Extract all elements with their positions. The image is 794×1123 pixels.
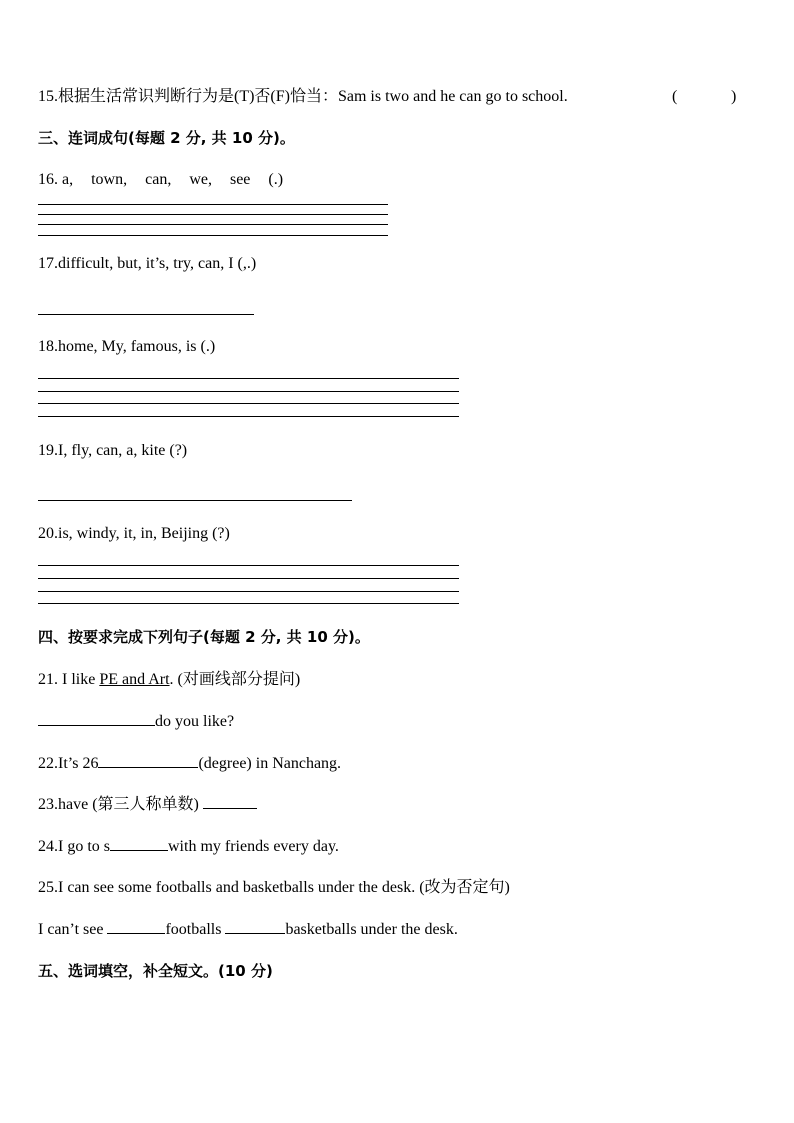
word-token: (.) (268, 171, 284, 188)
fill-blank[interactable] (38, 711, 155, 726)
question-17: 17.difficult, but, it’s, try, can, I (,.) (38, 255, 257, 272)
question-18: 18.home, My, famous, is (.) (38, 338, 216, 355)
question-22-suffix: (degree) in Nanchang. (198, 755, 342, 772)
section-3-heading: 三、连词成句(每题 2 分, 共 10 分)。 (38, 129, 295, 147)
question-25-answer-prefix: I can’t see (38, 921, 108, 938)
fill-blank[interactable] (110, 836, 168, 851)
answer-line[interactable] (38, 403, 459, 404)
answer-paren-close: ) (731, 88, 737, 105)
answer-line[interactable] (38, 214, 388, 215)
answer-paren-open: ( (672, 88, 678, 105)
question-21-answer (38, 711, 234, 732)
answer-line[interactable] (38, 500, 352, 501)
answer-line[interactable] (38, 314, 254, 315)
question-15 (38, 87, 568, 107)
section-4-heading: 四、按要求完成下列句子(每题 2 分, 共 10 分)。 (38, 628, 370, 646)
question-16-number: 16. (38, 171, 58, 188)
question-23 (38, 794, 257, 815)
answer-line[interactable] (38, 378, 459, 379)
fill-blank[interactable] (98, 753, 198, 768)
question-19: 19.I, fly, can, a, kite (?) (38, 442, 188, 459)
underlined-phrase: PE and Art (99, 671, 170, 688)
question-25-answer-suffix: basketballs under the desk. (285, 921, 458, 938)
answer-line[interactable] (38, 391, 459, 392)
answer-line[interactable] (38, 204, 388, 205)
word-token: can, (145, 171, 172, 188)
question-25: 25.I can see some footballs and basketballs under the desk. (改为否定句) (38, 879, 510, 896)
question-25-answer-middle: footballs (165, 921, 226, 938)
answer-line[interactable] (38, 578, 459, 579)
question-24-suffix: with my friends every day. (168, 838, 339, 855)
fill-blank[interactable] (225, 919, 285, 934)
question-16 (38, 170, 283, 190)
question-22-prefix: 22.It’s 26 (38, 755, 99, 772)
answer-line[interactable] (38, 416, 459, 417)
question-20: 20.is, windy, it, in, Beijing (?) (38, 525, 230, 542)
answer-line[interactable] (38, 603, 459, 604)
question-21-suffix: . (对画线部分提问) (169, 671, 301, 688)
question-24 (38, 836, 339, 857)
question-21-answer-text: do you like? (155, 713, 235, 730)
question-22 (38, 753, 341, 774)
question-21 (38, 670, 300, 690)
question-23-text: 23.have (第三人称单数) (38, 796, 199, 813)
section-5-heading: 五、选词填空，补全短文。(10 分) (38, 962, 273, 980)
fill-blank[interactable] (203, 794, 257, 809)
question-15-text: 15.根据生活常识判断行为是(T)否(F)恰当：Sam is two and he can go to school. (38, 88, 568, 105)
question-21-prefix: 21. I like (38, 671, 100, 688)
word-token: town, (91, 171, 128, 188)
word-token: see (229, 171, 251, 188)
answer-line[interactable] (38, 565, 459, 566)
answer-line[interactable] (38, 235, 388, 236)
question-25-answer (38, 919, 458, 940)
question-24-prefix: 24.I go to s (38, 838, 110, 855)
answer-line[interactable] (38, 224, 388, 225)
word-token: we, (189, 171, 212, 188)
fill-blank[interactable] (107, 919, 165, 934)
word-token: a, (62, 171, 74, 188)
answer-line[interactable] (38, 591, 459, 592)
